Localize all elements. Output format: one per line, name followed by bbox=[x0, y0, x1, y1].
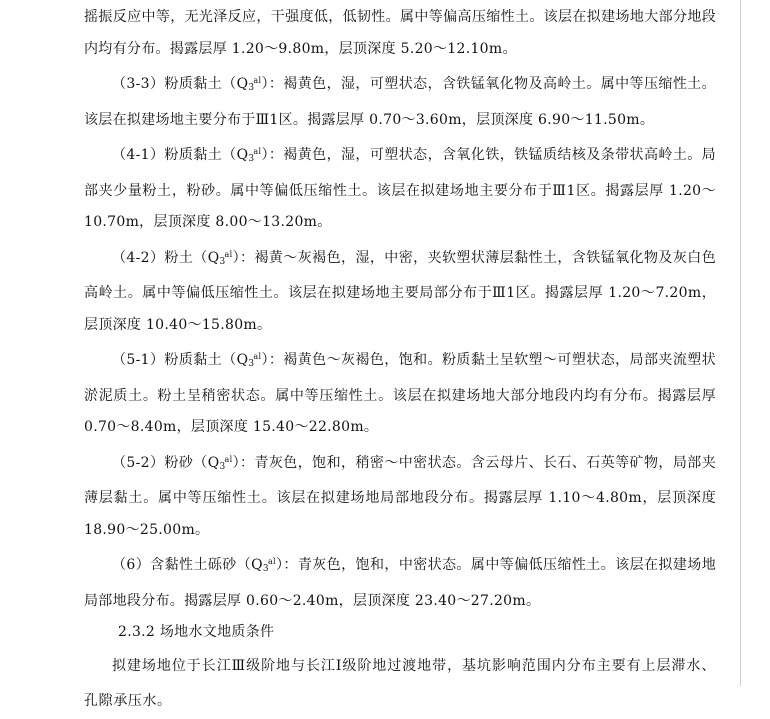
layer-description: ）：褐黄色～灰褐色，饱和。粉质黏土呈软塑～可塑状态，局部夹流塑状淤泥质土。粉土呈稍密状态。属中等压缩性土。该层在拟建场地大部分地段内均有分布。揭露层厚 0.70～8.40m，层顶深度 15.40～22.80m。 bbox=[84, 352, 716, 435]
genesis-superscript: al bbox=[253, 76, 262, 85]
geologic-age-subscript: 3 bbox=[262, 564, 269, 574]
genesis-superscript: al bbox=[267, 557, 276, 566]
layer-5-1-paragraph bbox=[84, 341, 716, 444]
document-body bbox=[84, 0, 716, 719]
layer-description: ）：褐黄色，湿，可塑状态，含氧化铁，铁锰质结核及条带状高岭土。局部夹少量粉土，粉砂。属中等偏低压缩性土。该层在拟建场地主要分布于Ⅲ1区。揭露层厚 1.20～10.70m，层顶深度 8.00～13.20m。 bbox=[84, 147, 716, 230]
genesis-superscript: al bbox=[253, 147, 262, 156]
intro-continuation-paragraph: 摇振反应中等，无光泽反应，干强度低，低韧性。属中等偏高压缩性土。该层在拟建场地大部分地段内均有分布。揭露层厚 1.20～9.80m，层顶深度 5.20～12.10m。 bbox=[84, 9, 716, 57]
layer-description: ）：青灰色，饱和，稍密～中密状态。含云母片、长石、石英等矿物，局部夹薄层黏土。属中等压缩性土。该层在拟建场地局部地段分布。揭露层厚 1.10～4.80m，层顶深度 18.90～25.00m。 bbox=[84, 454, 716, 538]
layer-label: （3-3）粉质黏土（Q bbox=[112, 76, 249, 92]
layer-label: （5-1）粉质黏土（Q bbox=[112, 352, 249, 368]
geologic-age-subscript: 3 bbox=[219, 256, 226, 267]
layer-label: （4-1）粉质黏土（Q bbox=[112, 147, 249, 163]
layer-label: （5-2）粉砂（Q bbox=[112, 454, 220, 471]
geologic-age-subscript: 3 bbox=[248, 154, 255, 164]
geologic-age-subscript: 3 bbox=[219, 461, 226, 472]
layer-label: （4-2）粉土（Q bbox=[112, 249, 220, 266]
layer-4-2-paragraph bbox=[84, 239, 716, 342]
genesis-superscript: al bbox=[253, 352, 262, 361]
layer-5-2-paragraph bbox=[84, 444, 716, 547]
layer-6-paragraph bbox=[84, 546, 716, 617]
hydrogeology-paragraph: 拟建场地位于长江Ⅲ级阶地与长江Ⅰ级阶地过渡地带，基坑影响范围内分布主要有上层滞水、孔隙承压水。 bbox=[84, 657, 716, 709]
layer-description: ）：褐黄～灰褐色，湿，中密，夹软塑状薄层黏性土，含铁锰氧化物及灰白色高岭土。属中等偏低压缩性土。该层在拟建场地主要局部分布于Ⅲ1区。揭露层厚 1.20～7.20m，层顶深度 10.40～15.80m。 bbox=[84, 249, 716, 333]
layer-3-3-paragraph bbox=[84, 65, 716, 136]
genesis-superscript: al bbox=[224, 454, 233, 464]
geologic-age-subscript: 3 bbox=[248, 83, 255, 93]
layer-4-1-paragraph bbox=[84, 136, 716, 239]
section-heading: 2.3.2 场地水文地质条件 bbox=[118, 624, 275, 640]
layer-label: （6）含黏性土砾砂（Q bbox=[112, 557, 263, 573]
geologic-age-subscript: 3 bbox=[248, 359, 255, 369]
genesis-superscript: al bbox=[224, 249, 233, 259]
layer-description: ）：褐黄色，湿，可塑状态，含铁锰氧化物及高岭土。属中等压缩性土。该层在拟建场地主要分布于Ⅲ1区。揭露层厚 0.70～3.60m，层顶深度 6.90～11.50m。 bbox=[84, 76, 716, 128]
layer-description: ）：青灰色，饱和，中密状态。属中等偏低压缩性土。该层在拟建场地局部地段分布。揭露层厚 0.60～2.40m，层顶深度 23.40～27.20m。 bbox=[84, 557, 716, 609]
page-edge-divider bbox=[740, 0, 741, 686]
